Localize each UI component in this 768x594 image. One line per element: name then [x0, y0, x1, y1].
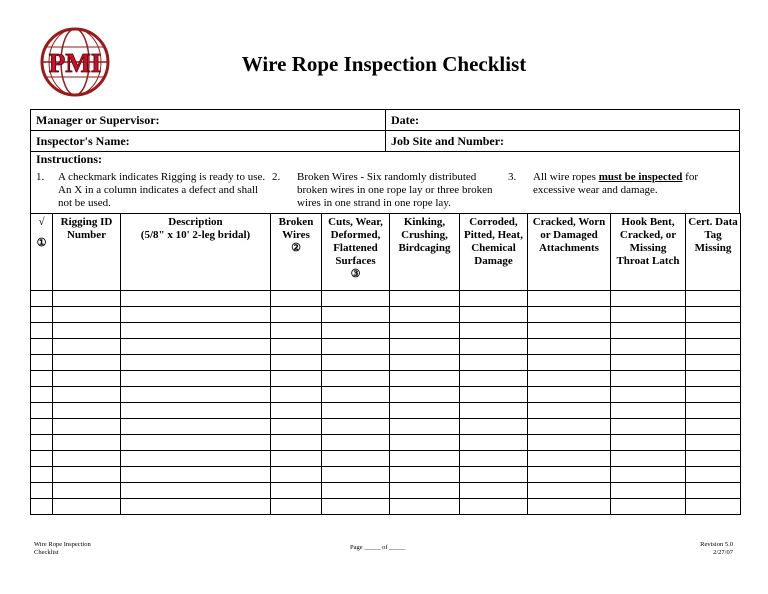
table-cell[interactable]	[31, 451, 53, 467]
table-row	[31, 371, 741, 387]
table-cell[interactable]	[121, 403, 271, 419]
table-cell[interactable]	[322, 371, 390, 387]
table-cell[interactable]	[322, 355, 390, 371]
table-cell[interactable]	[53, 483, 121, 499]
instruction-emphasis: must be inspected	[598, 171, 683, 183]
table-cell[interactable]	[528, 371, 611, 387]
table-row	[31, 499, 741, 515]
table-cell[interactable]	[611, 435, 686, 451]
table-cell[interactable]	[271, 435, 322, 451]
table-cell[interactable]	[31, 339, 53, 355]
table-cell[interactable]	[686, 403, 741, 419]
column-header-6: Corroded, Pitted, Heat, Chemical Damage	[460, 214, 528, 291]
table-cell[interactable]	[686, 323, 741, 339]
table-row	[31, 339, 741, 355]
table-cell[interactable]	[528, 467, 611, 483]
date-field[interactable]: Date:	[386, 110, 740, 131]
table-cell[interactable]	[271, 307, 322, 323]
table-cell[interactable]	[53, 339, 121, 355]
table-cell[interactable]	[390, 371, 460, 387]
table-cell[interactable]	[121, 323, 271, 339]
table-cell[interactable]	[53, 355, 121, 371]
table-cell[interactable]	[611, 451, 686, 467]
table-cell[interactable]	[322, 419, 390, 435]
table-cell[interactable]	[460, 355, 528, 371]
table-cell[interactable]	[686, 291, 741, 307]
table-cell[interactable]	[686, 435, 741, 451]
table-cell[interactable]	[121, 419, 271, 435]
table-cell[interactable]	[528, 419, 611, 435]
table-cell[interactable]	[121, 291, 271, 307]
table-cell[interactable]	[322, 323, 390, 339]
table-cell[interactable]	[31, 307, 53, 323]
table-row	[31, 403, 741, 419]
table-cell[interactable]	[121, 499, 271, 515]
table-cell[interactable]	[528, 499, 611, 515]
header-fields	[30, 109, 740, 152]
table-cell[interactable]	[528, 323, 611, 339]
table-cell[interactable]	[271, 387, 322, 403]
table-cell[interactable]	[322, 451, 390, 467]
table-cell[interactable]	[611, 403, 686, 419]
table-cell[interactable]	[31, 483, 53, 499]
table-cell[interactable]	[460, 451, 528, 467]
table-cell[interactable]	[53, 291, 121, 307]
table-row	[31, 307, 741, 323]
table-cell[interactable]	[390, 467, 460, 483]
table-cell[interactable]	[322, 467, 390, 483]
table-cell[interactable]	[322, 307, 390, 323]
table-cell[interactable]	[121, 387, 271, 403]
table-cell[interactable]	[528, 483, 611, 499]
table-cell[interactable]	[271, 483, 322, 499]
table-cell[interactable]	[53, 307, 121, 323]
table-cell[interactable]	[31, 291, 53, 307]
table-cell[interactable]	[31, 387, 53, 403]
table-cell[interactable]	[460, 339, 528, 355]
table-cell[interactable]	[271, 323, 322, 339]
column-header-3: Broken Wires ②	[271, 214, 322, 291]
table-cell[interactable]	[611, 483, 686, 499]
column-header-1: Rigging ID Number	[53, 214, 121, 291]
table-cell[interactable]	[322, 499, 390, 515]
footer-revision: Revision 5.0 2/27/07	[700, 541, 733, 556]
table-cell[interactable]	[686, 387, 741, 403]
table-cell[interactable]	[390, 435, 460, 451]
table-cell[interactable]	[31, 323, 53, 339]
table-cell[interactable]	[460, 419, 528, 435]
table-cell[interactable]	[31, 467, 53, 483]
table-cell[interactable]	[271, 371, 322, 387]
footer-page: Page _____ of _____	[350, 544, 406, 551]
table-cell[interactable]	[390, 355, 460, 371]
column-header-5: Kinking, Crushing, Birdcaging	[390, 214, 460, 291]
table-cell[interactable]	[460, 291, 528, 307]
table-cell[interactable]	[611, 387, 686, 403]
inspection-table	[30, 213, 741, 515]
table-cell[interactable]	[611, 291, 686, 307]
table-row	[31, 419, 741, 435]
table-cell[interactable]	[611, 307, 686, 323]
table-cell[interactable]	[528, 291, 611, 307]
table-cell[interactable]	[460, 307, 528, 323]
column-header-8: Hook Bent, Cracked, or Missing Throat Latch	[611, 214, 686, 291]
table-cell[interactable]	[528, 339, 611, 355]
table-cell[interactable]	[271, 403, 322, 419]
table-cell[interactable]	[460, 323, 528, 339]
table-cell[interactable]	[121, 355, 271, 371]
table-cell[interactable]	[31, 419, 53, 435]
table-cell[interactable]	[460, 403, 528, 419]
table-cell[interactable]	[53, 451, 121, 467]
table-cell[interactable]	[611, 467, 686, 483]
table-cell[interactable]	[271, 291, 322, 307]
table-cell[interactable]	[390, 451, 460, 467]
table-row	[31, 355, 741, 371]
table-cell[interactable]	[53, 323, 121, 339]
table-cell[interactable]	[53, 435, 121, 451]
table-cell[interactable]	[528, 435, 611, 451]
table-cell[interactable]	[390, 499, 460, 515]
table-cell[interactable]	[390, 387, 460, 403]
table-cell[interactable]	[53, 467, 121, 483]
table-cell[interactable]	[390, 323, 460, 339]
table-cell[interactable]	[121, 451, 271, 467]
table-row	[31, 387, 741, 403]
column-header-9: Cert. Data Tag Missing	[686, 214, 741, 291]
table-cell[interactable]	[611, 355, 686, 371]
table-cell[interactable]	[686, 419, 741, 435]
table-row	[31, 323, 741, 339]
table-cell[interactable]	[322, 403, 390, 419]
table-row	[31, 435, 741, 451]
table-cell[interactable]	[53, 371, 121, 387]
table-cell[interactable]	[611, 323, 686, 339]
manager-field[interactable]: Manager or Supervisor:	[31, 110, 386, 131]
table-cell[interactable]	[31, 403, 53, 419]
table-cell[interactable]	[322, 387, 390, 403]
table-cell[interactable]	[686, 467, 741, 483]
table-cell[interactable]	[528, 403, 611, 419]
table-cell[interactable]	[686, 451, 741, 467]
table-cell[interactable]	[460, 483, 528, 499]
table-cell[interactable]	[686, 483, 741, 499]
column-header-4: Cuts, Wear, Deformed, Flattened Surfaces ③	[322, 214, 390, 291]
table-cell[interactable]	[528, 307, 611, 323]
table-cell[interactable]	[390, 339, 460, 355]
table-cell[interactable]	[390, 307, 460, 323]
table-cell[interactable]	[31, 499, 53, 515]
column-header-7: Cracked, Worn or Damaged Attachments	[528, 214, 611, 291]
table-cell[interactable]	[271, 467, 322, 483]
table-cell[interactable]	[121, 307, 271, 323]
table-cell[interactable]	[611, 371, 686, 387]
table-cell[interactable]	[611, 339, 686, 355]
table-cell[interactable]	[322, 435, 390, 451]
table-cell[interactable]	[686, 371, 741, 387]
table-cell[interactable]	[271, 499, 322, 515]
table-cell[interactable]	[121, 483, 271, 499]
table-cell[interactable]	[528, 355, 611, 371]
footer-left: Wire Rope Inspection Checklist	[34, 541, 91, 556]
table-cell[interactable]	[528, 451, 611, 467]
table-cell[interactable]	[271, 451, 322, 467]
page-title: Wire Rope Inspection Checklist	[241, 52, 527, 76]
table-cell[interactable]	[271, 355, 322, 371]
column-header-0: √ ①	[31, 214, 53, 291]
table-cell[interactable]	[53, 419, 121, 435]
table-cell[interactable]	[686, 339, 741, 355]
table-cell[interactable]	[611, 419, 686, 435]
table-cell[interactable]	[460, 435, 528, 451]
inspector-field[interactable]: Inspector's Name:	[31, 131, 386, 152]
table-cell[interactable]	[460, 371, 528, 387]
table-cell[interactable]	[460, 499, 528, 515]
table-cell[interactable]	[121, 435, 271, 451]
instructions-heading: Instructions:	[36, 152, 103, 166]
job-site-field[interactable]: Job Site and Number:	[386, 131, 740, 152]
table-cell[interactable]	[686, 499, 741, 515]
table-cell[interactable]	[322, 483, 390, 499]
table-cell[interactable]	[53, 387, 121, 403]
table-cell[interactable]	[460, 387, 528, 403]
table-cell[interactable]	[31, 355, 53, 371]
table-cell[interactable]	[121, 467, 271, 483]
logo-text: PMI	[48, 48, 102, 78]
table-row	[31, 451, 741, 467]
table-cell[interactable]	[31, 371, 53, 387]
table-cell[interactable]	[390, 291, 460, 307]
table-cell[interactable]	[390, 483, 460, 499]
table-cell[interactable]	[53, 403, 121, 419]
table-row	[31, 291, 741, 307]
table-cell[interactable]	[271, 419, 322, 435]
table-cell[interactable]	[611, 499, 686, 515]
table-cell[interactable]	[121, 339, 271, 355]
table-cell[interactable]	[686, 355, 741, 371]
table-cell[interactable]	[686, 307, 741, 323]
instructions-box: Instructions: 1. A checkmark indicates Rigging is ready to use. An X in a column indicates a defect and shall not be used. 2. Broken Wires - Six randomly distributed broken wires in one rope lay or three broken wires in one strand in one rope lay. 3. All wire ropes must be inspected for excessive wear and damage.	[30, 150, 740, 213]
table-cell[interactable]	[271, 339, 322, 355]
table-cell[interactable]	[390, 403, 460, 419]
table-cell[interactable]	[121, 371, 271, 387]
table-cell[interactable]	[390, 419, 460, 435]
column-header-2: Description (5/8" x 10' 2-leg bridal)	[121, 214, 271, 291]
table-row	[31, 483, 741, 499]
table-cell[interactable]	[53, 499, 121, 515]
table-cell[interactable]	[460, 467, 528, 483]
table-row	[31, 467, 741, 483]
table-cell[interactable]	[322, 291, 390, 307]
table-cell[interactable]	[31, 435, 53, 451]
table-cell[interactable]	[528, 387, 611, 403]
table-cell[interactable]	[322, 339, 390, 355]
